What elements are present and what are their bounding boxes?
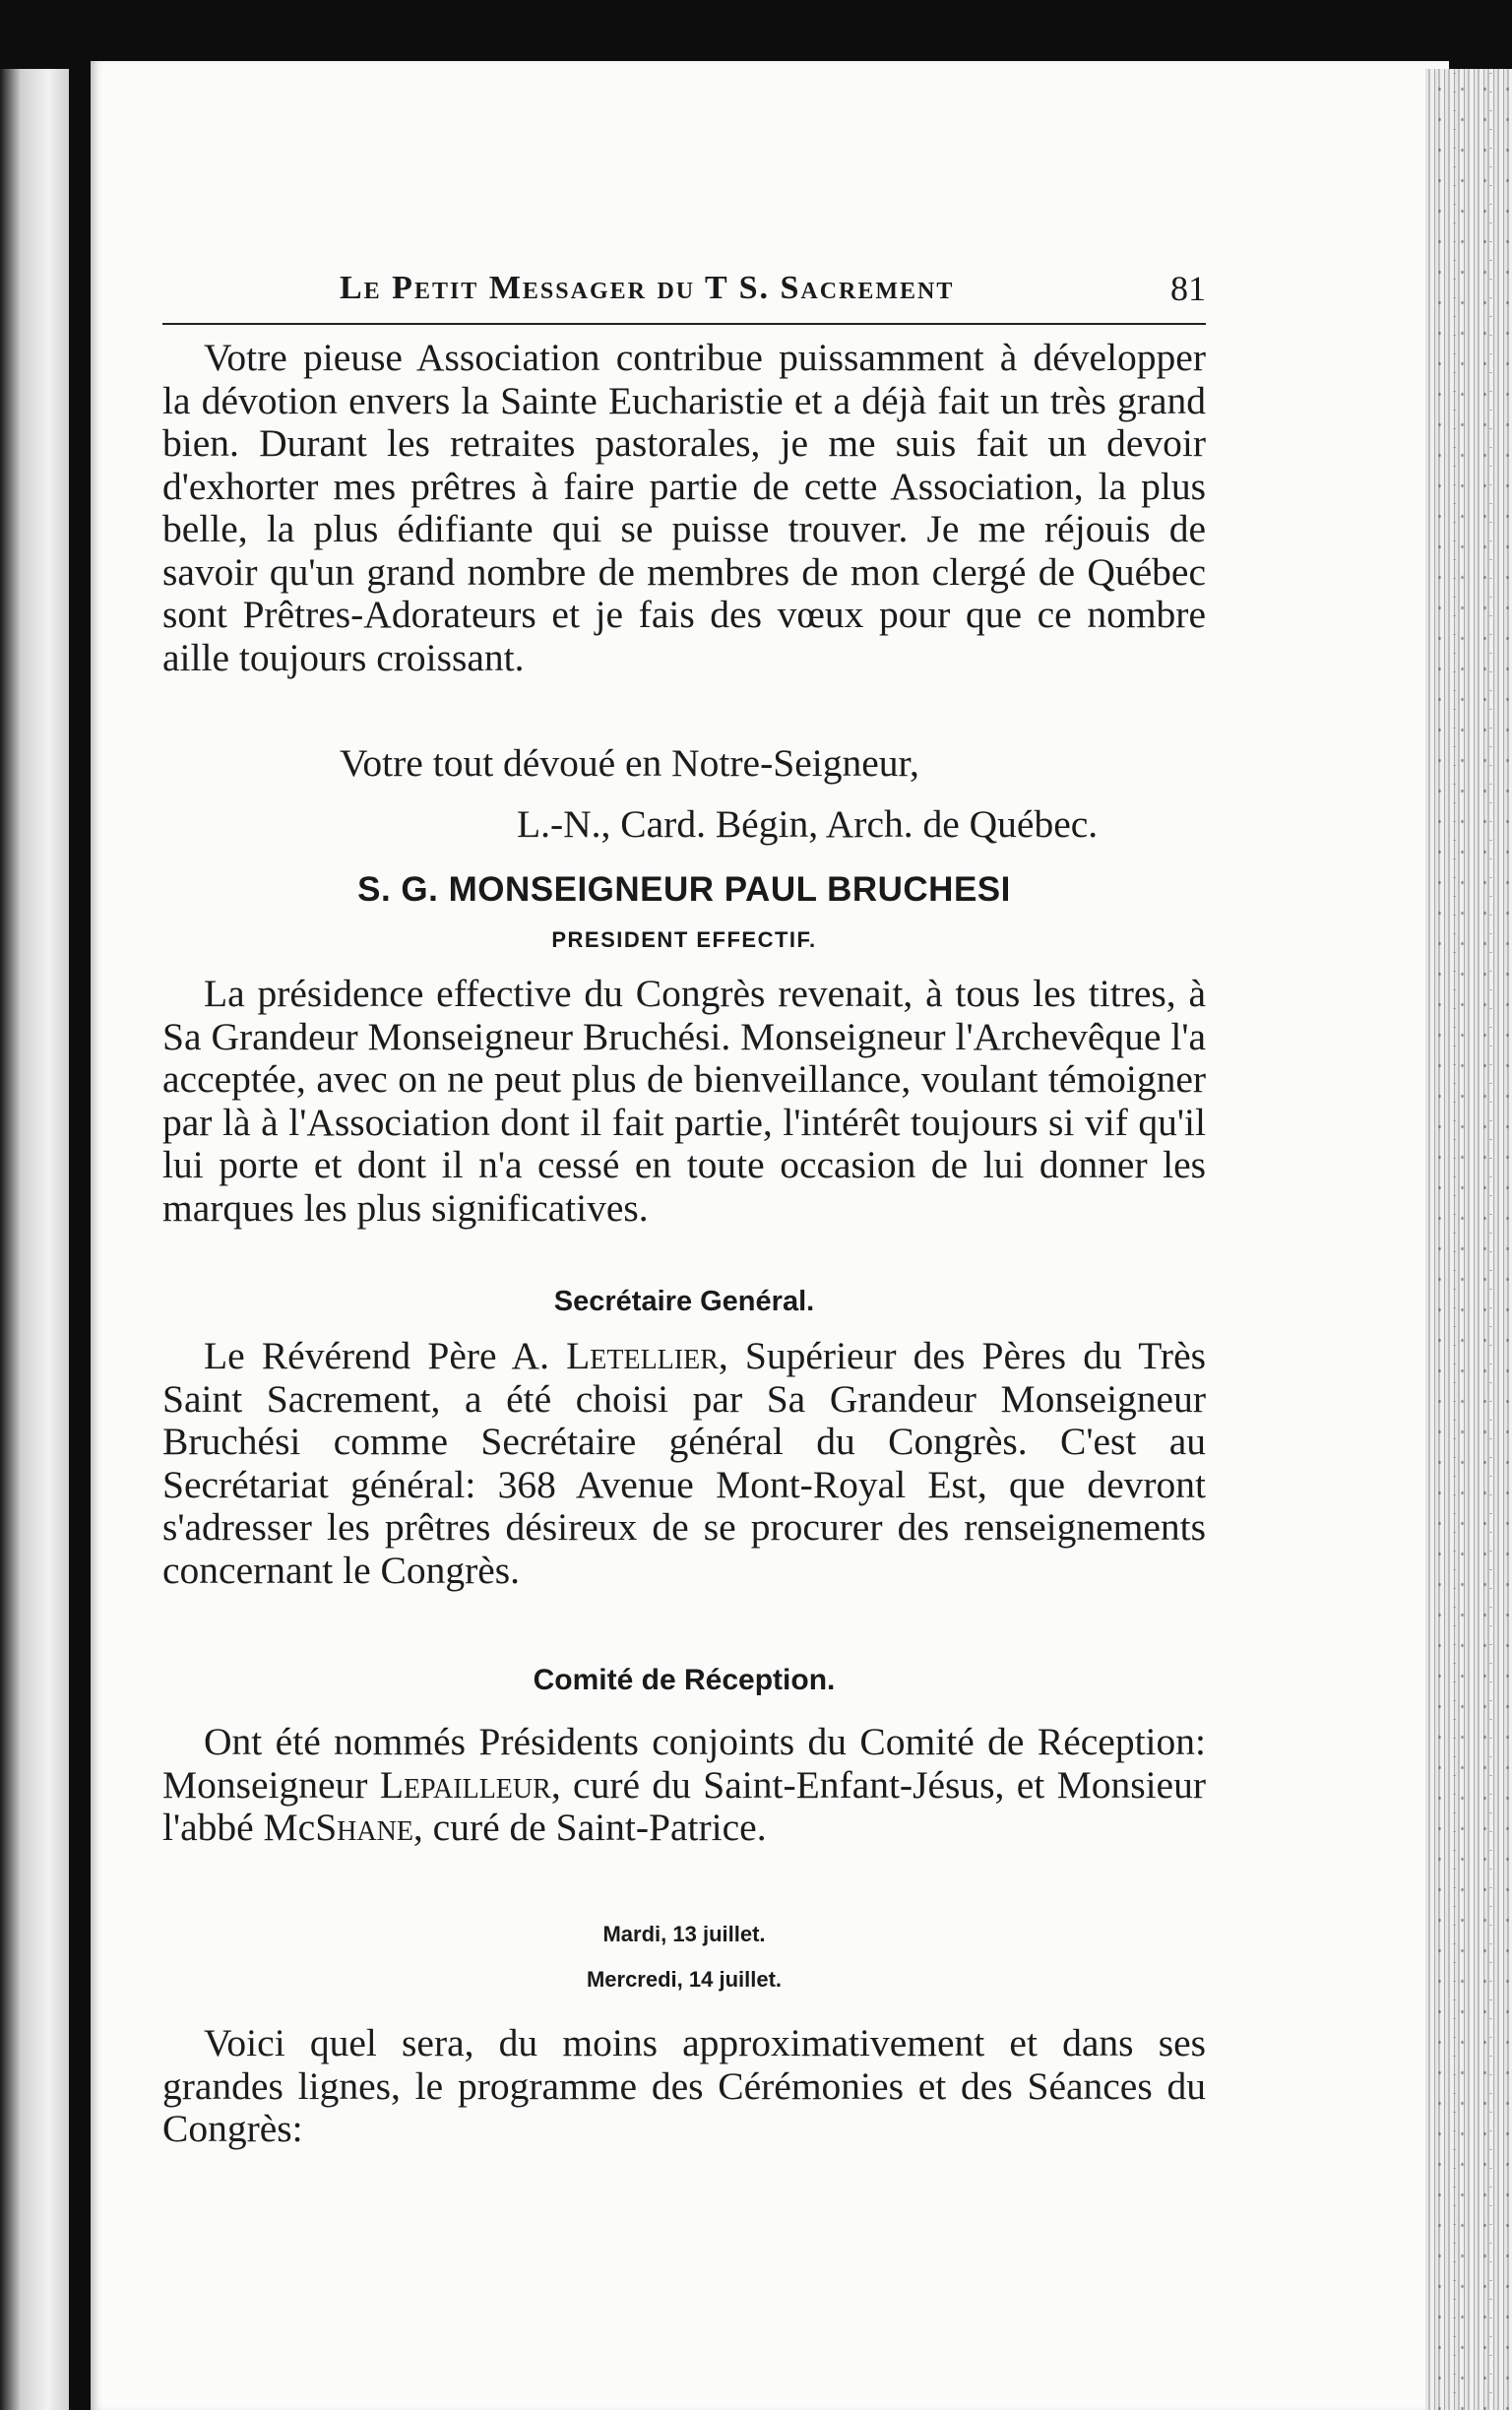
running-head-title: Le Petit Messager du T S. Sacrement: [340, 270, 955, 306]
paper-speckle: [1425, 69, 1512, 2410]
intro-text: Votre pieuse Association contribue puissamment à développer la dévotion envers la Sainte Eucharistie et a déjà fait un très grand bien. Durant les retraites pastorales, je me suis fait un devoir d'exhorter mes prêtres à faire partie de cette Association, la plus belle, la plus édifiante qui se puisse trouver. Je me réjouis de savoir qu'un grand nombre de membres de mon clergé de Québec sont Prêtres-Adorateurs et je fais des vœux pour que ce nombre aille toujours croissant.: [162, 336, 1206, 679]
secretaire-name: Letellier: [566, 1334, 719, 1377]
date-heading-1: Mardi, 13 juillet.: [602, 1922, 766, 1946]
president-heading: S. G. MONSEIGNEUR PAUL BRUCHESI: [357, 870, 1011, 909]
secretaire-text-a: Le Révérend Père A.: [204, 1334, 567, 1377]
presidence-paragraph: [162, 973, 1206, 1230]
secretaire-paragraph: [162, 1335, 1206, 1592]
running-head: [162, 266, 1206, 325]
date-heading-2: Mercredi, 14 juillet.: [586, 1967, 783, 1992]
comite-name-1: Lepailleur: [379, 1762, 551, 1807]
comite-text-c: , curé de Saint-Patrice.: [412, 1806, 767, 1849]
comite-text-b: , curé du Saint-Enfant-Jésus, et Monsieur l'abbé Mc: [162, 1762, 1206, 1849]
secretaire-heading: Secrétaire Genéral.: [553, 1286, 815, 1317]
comite-name-2: Shane: [315, 1806, 413, 1849]
intro-paragraph: [162, 337, 1206, 679]
presidence-text: La présidence effective du Congrès revenait, à tous les titres, à Sa Grandeur Monseigneur Bruchési. Monseigneur l'Archevêque l'a acceptée, avec on ne peut plus de bienveillance, voulant témoigner par là à l'Association dont il fait partie, l'intérêt toujours si vif qu'il lui porte et dont il n'a cessé en toute occasion de lui donner les marques les plus significatives.: [162, 972, 1206, 1230]
president-subheading: PRESIDENT EFFECTIF.: [551, 927, 817, 952]
letter-signature: L.-N., Card. Bégin, Arch. de Québec.: [517, 802, 1099, 846]
comite-paragraph: [162, 1721, 1206, 1850]
programme-paragraph: [162, 2022, 1206, 2151]
comite-text-a: Ont été nommés Présidents conjoints du Comité de Réception: Monseigneur: [162, 1720, 1206, 1807]
page-stack-edge: [1425, 69, 1512, 2410]
comite-text: [162, 1721, 1206, 1850]
secretaire-text-b: , Supérieur des Pères du Très Saint Sacrement, a été choisi par Sa Grandeur Monseigneur Bruchési comme Secrétaire général du Congrès. C'est au Secrétariat général: 368 Avenue Mont-Royal Est, que devront s'adresser les prêtres désireux de se procurer des renseignements concernant le Congrès.: [162, 1334, 1206, 1592]
secretaire-text: [162, 1335, 1206, 1592]
letter-closing: Votre tout dévoué en Notre-Seigneur,: [340, 741, 919, 785]
programme-text: Voici quel sera, du moins approximativement et dans ses grandes lignes, le programme des Cérémonies et des Séances du Congrès:: [162, 2021, 1206, 2150]
comite-heading: Comité de Réception.: [533, 1664, 836, 1696]
previous-page-edge: [0, 69, 69, 2410]
page-number: 81: [1170, 269, 1206, 308]
